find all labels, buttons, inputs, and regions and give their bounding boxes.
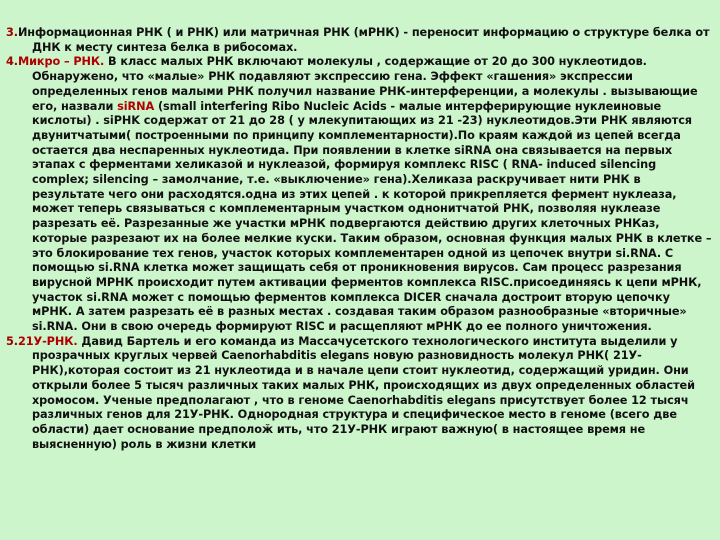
item-number: 5. bbox=[6, 334, 18, 348]
item-title: Микро – РНК. bbox=[17, 55, 105, 69]
paragraph-mrna bbox=[6, 26, 712, 55]
item-title: 21У-РНК. bbox=[17, 334, 78, 348]
item-title: Информационная РНК ( и РНК) или матричная РНК (мРНК) bbox=[17, 26, 400, 39]
item-text: - переносит информацию о структуре белка от ДНК к месту синтеза белка в рибосомах. bbox=[32, 26, 710, 54]
paragraph-micro-rna bbox=[6, 55, 712, 334]
item-text: В класс малых РНК включают молекулы , содержащие от 20 до 300 нуклеотидов. Обнаружено, что «малые» РНК подавляют экспрессию гена. Эффект «гашения» экспрессии определенных генов малыми РНК получил название РНК-интерференции, а молекулы . вызывающие его, назвали bbox=[32, 55, 698, 113]
item-number: 3. bbox=[6, 26, 18, 39]
paragraph-21u-rna bbox=[6, 335, 712, 453]
term-sirna: siRNA bbox=[117, 99, 155, 113]
item-text: Давид Бартель и его команда из Массачусетского технологического института выделили у прозрачных круглых червей Caenorhabditis elegans новую разновидность молекул РНК( 21У-РНК),которая состоит из 21 нуклеотида и в начале цепи стоит нуклеотид, содержащий уридин. Они открыли более 5 тысяч различных таких малых РНК, происходящих из двух определенных областей хромосом. Ученые предполагают , что в геноме Caenorhabditis elegans присутствует более 12 тысяч различных генов для 21У-РНК. Однородная структура и специфическое место в геноме (всего две области) дает основание предполоӂ ить, что 21У-РНК играют важную( в настоящее время не выясненную) роль в жизни клетки bbox=[32, 334, 695, 451]
item-number: 4. bbox=[6, 55, 18, 69]
item-text-continued: (small interfering Ribo Nucleic Acids - малые интерферирующие нуклеиновые кислоты) . siPHK содержат от 21 до 28 ( у млекупитающих из 21 -23) нуклеотидов.Эти РНК являются двунитчатыми( построенными по принципу комплементарности).По краям каждой из цепей всегда остается два неспаренных нуклеотида. При появлении в клетке siRNA она связывается на первых этапах с ферментами хеликазой и нуклеазой, формируя комплекс RISC ( RNA- induced silencing complex; silencing – замолчание, т.е. «выключение» гена).Хеликаза раскручивает нити РНК в результате чего они расходятся.одна из этих цепей . к которой прикрепляется фермент нуклеаза, может теперь связываться с комплементарным участком однонитчатой РНК, позволяя нуклеазе разрезать её. Разрезанные же участки мРНК подвергаются действию других клеточных РНКаз, которые разрезают их на более мелкие куски. Таким образом, основная функция малых РНК в клетке – это блокирование тех генов, участок которых комплементарен одной из цепочек внутри si.RNA. С помощью si.RNA клетка может защищать себя от проникновения вирусов. Сам процесс разрезания вирусной МРНК происходит путем активации ферментов комплекса RISC.присоединяясь к цепи мРНК, участок si.RNA может с помощью ферментов комплекса DICER сначала достроит вторую цепочку мРНК. А затем разрезать её в разных местах . создавая таким образом разнообразные «вторичные» si.RNA. Они в свою очередь формируют RISC и расщепляют мРНК до ее полного уничтожения. bbox=[32, 99, 712, 334]
